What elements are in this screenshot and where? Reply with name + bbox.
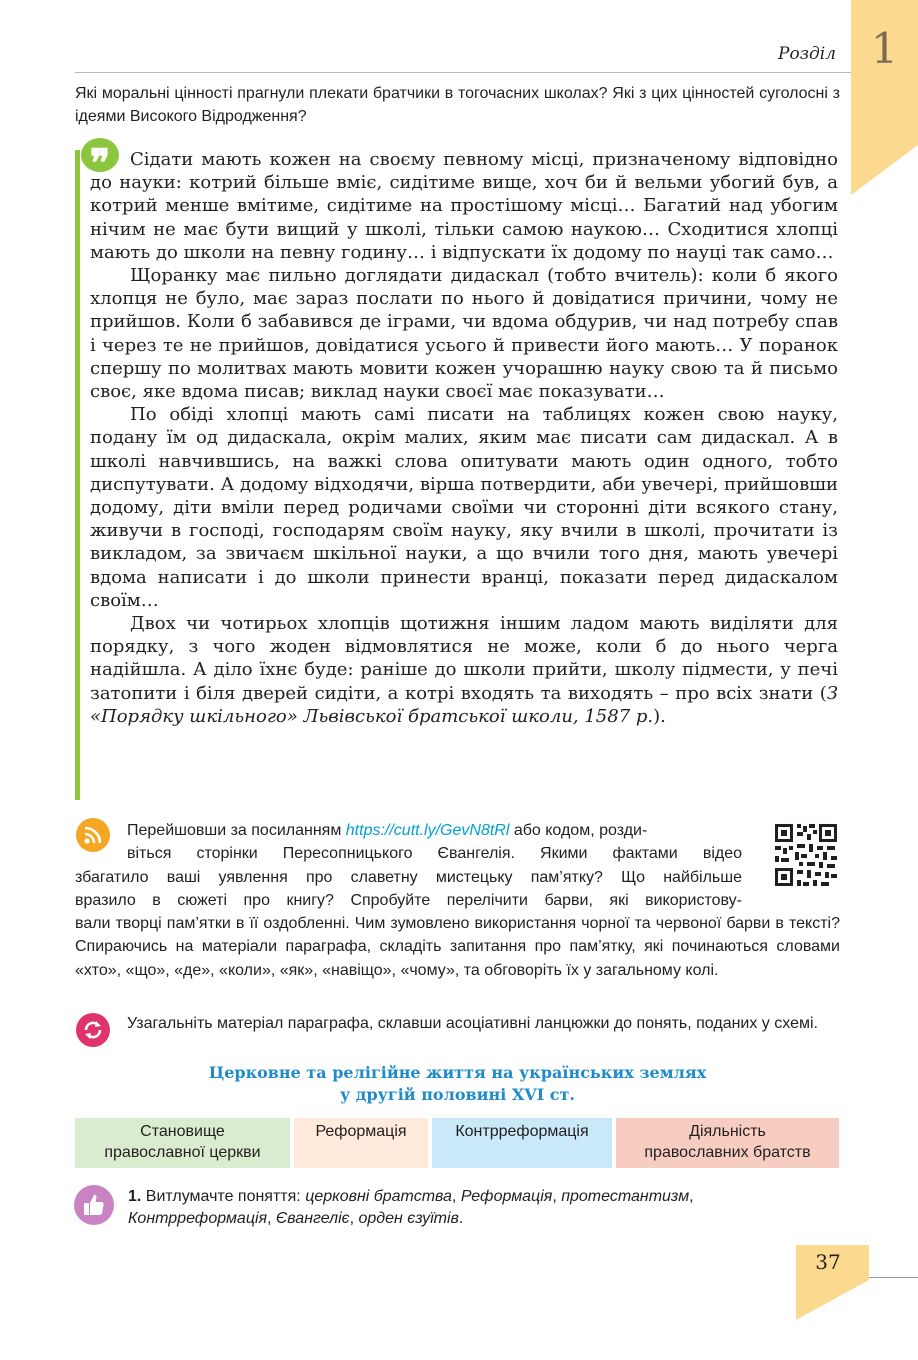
- task-generalize-text: Узагальніть матеріал параграфа, склавши асоціативні ланцюжки до понять, поданих у схемі.: [127, 1015, 818, 1032]
- task-link-line: вали творці пам’ятки в її оздобленні. Чим зумовлено використання чорної та червоної барви в тексті? Спираючись на матеріали параграфа, складіть запитання про пам’ятку, які починаються словами «хто», «що», «де», «коли», «як», «навіщо», «чому», та обговоріть їх у загальному колі.: [75, 915, 840, 979]
- cycle-icon: [76, 1013, 110, 1047]
- term-sep: ,: [552, 1188, 562, 1205]
- quote-source-close: ).: [653, 705, 666, 727]
- term-sep: ,: [689, 1188, 694, 1205]
- quote-paragraph: [90, 612, 838, 728]
- scheme-title: [75, 1062, 840, 1106]
- task-number: 1.: [128, 1188, 142, 1205]
- task-link-text: [75, 819, 840, 982]
- term-sep: ,: [267, 1210, 276, 1227]
- page-number-tab-tail: [796, 1280, 869, 1320]
- header-divider: [75, 72, 851, 73]
- task-terms-text: [128, 1186, 840, 1230]
- task-link-line: збагатило ваші уявлення про славетну мистецьку пам’ятку? Що найбільше: [75, 868, 742, 886]
- task-link-after: або кодом, розди-: [509, 822, 648, 839]
- chapter-number: 1: [871, 24, 898, 73]
- scheme-box-label: православної церкви: [104, 1144, 261, 1161]
- cycle-icon-glyph: [81, 1018, 105, 1042]
- quote-paragraph: Сідати мають кожен на своєму певному місці, призначеному відповідно до науки: котрий більше вміє, сидітиме вище, хоч би й вельми убогий був, а котрий менше вмітиме, сидітиме на простішому місці… Багатий над убогим нічим не має бути вищий у школі, тільки самою наукою… Сходитися хлопці мають до школи на певну годину… і відпускати їх додому по науці так само…: [90, 149, 838, 263]
- scheme-box-label: Реформація: [315, 1123, 407, 1140]
- term: орден єзуїтів: [358, 1210, 459, 1227]
- scheme-box-label: Діяльність: [689, 1123, 766, 1140]
- term: Реформація: [460, 1188, 553, 1205]
- term-sep: ,: [349, 1210, 359, 1227]
- term: церковні братства: [305, 1188, 452, 1205]
- scheme-box-brotherhoods: [616, 1118, 839, 1168]
- term: Євангеліє: [275, 1210, 350, 1227]
- task-link-line: [75, 819, 772, 842]
- footer-divider: [869, 1277, 918, 1278]
- term-end: .: [458, 1210, 464, 1227]
- term: протестантизм: [561, 1188, 690, 1205]
- task-link-lead: Перейшовши за посиланням: [127, 822, 346, 839]
- scheme-title-line: у другій половині XVI ст.: [339, 1085, 575, 1104]
- chapter-tab-tail: [851, 145, 918, 195]
- section-label: Розділ: [778, 44, 836, 64]
- task-terms-lead: Витлумачте поняття:: [141, 1188, 306, 1205]
- scheme-title-line: Церковне та релігійне життя на українських землях: [208, 1063, 707, 1082]
- quote-paragraph-text: Двох чи чотирьох хлопців щотижня іншим ладом мають виділяти для порядку, з чого жоден відмовлятися не може, коли б до нього черга надійшла. А діло їхнє буде: раніше до школи прийти, школу підмести, у печі затопити і біля дверей сидіти, а котрі входять та виходять – про всіх знати (: [90, 613, 838, 704]
- video-link[interactable]: https://cutt.ly/GevN8tRl: [345, 822, 510, 839]
- quote-side-bar: [75, 150, 80, 800]
- thumbs-up-icon-glyph: [81, 1192, 107, 1218]
- scheme-box-orthodox-church: [75, 1118, 290, 1168]
- scheme-box-counter-reformation: [432, 1118, 612, 1168]
- scheme-box-reformation: [294, 1118, 428, 1168]
- quote-text: [90, 148, 838, 728]
- qr-code[interactable]: [773, 822, 839, 888]
- scheme-box-label: православних братств: [644, 1144, 811, 1161]
- intro-question: Які моральні цінності прагнули плекати братчики в тогочасних школах? Які з цих цінностей суголосні з ідеями Високого Відродження?: [75, 85, 840, 125]
- scheme-box-label: Становище: [140, 1123, 225, 1140]
- quote-icon: ❞: [81, 138, 119, 172]
- task-link-line: віться сторінки Пересопницького Євангелія. Якими фактами відео: [127, 845, 742, 863]
- scheme-boxes: [75, 1118, 839, 1168]
- term: Контрреформація: [128, 1210, 268, 1227]
- quote-paragraph: Щоранку має пильно доглядати дидаскал (тобто вчитель): коли б якого хлопця не було, має зараз послати по нього й довідатися причини, чому не прийшов. Коли б забавився де іграми, чи вдома обдурив, чи над потребу спав і через те не прийшов, довідатися усього й привести його мають… У поранок спершу по молитвах мають мовити кожен учорашню науку свою та й письмо своє, яке вдома писав; виклад науки своєї має показувати…: [90, 265, 838, 403]
- task-link-line: вразило в сюжеті про книгу? Спробуйте перелічити барви, які використову-: [75, 891, 742, 909]
- term-sep: ,: [451, 1188, 461, 1205]
- scheme-box-label: Контрреформація: [455, 1123, 589, 1140]
- quote-paragraph: По обіді хлопці мають самі писати на таблицях кожен свою науку, подану їм од дидаскала, окрім малих, яким має писати сам дидаскал. А в школі навчившись, на важкі слова опитувати мають один одного, тобто диспутувати. А додому відходячи, вірша потвердити, аби увечері, прийшовши додому, діти вміли перед родичами своїми чи сторонні діти всякого стану, живучи в господі, господарям своїм науку, яку вчили в школі, прочитати із викладом, за звичаєм шкільної науки, а що вчили того дня, мають увечері вдома написати і до школи принести вранці, показати перед дидаскалом своїм…: [90, 404, 838, 611]
- quote-source: З «Порядку шкільного» Львівської братської школи, 1587 р.: [90, 682, 838, 727]
- page-number: 37: [815, 1250, 841, 1274]
- thumbs-up-icon: [74, 1185, 114, 1225]
